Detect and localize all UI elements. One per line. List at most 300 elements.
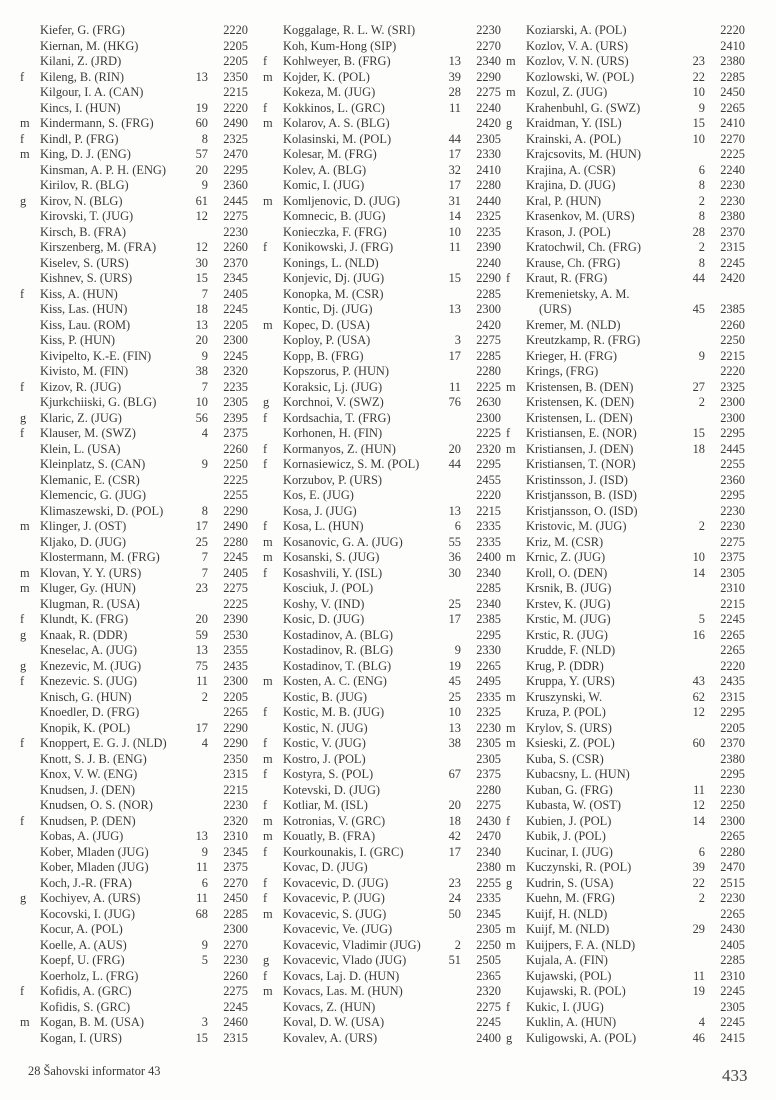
elo-rating: 2410 (720, 38, 745, 53)
player-title: g (263, 395, 270, 409)
player-entry (506, 85, 749, 101)
elo-rating: 2400 (476, 1030, 501, 1045)
elo-rating: 2340 (476, 54, 501, 68)
player-name: Knudsen, O. S. (NOR) (40, 798, 153, 812)
player-name: Kostic, M. B. (JUG) (283, 705, 385, 719)
player-entry (506, 101, 749, 117)
player-entry (20, 364, 252, 380)
player-title: f (263, 736, 268, 750)
player-name: Kuijf, H. (NLD) (526, 906, 608, 921)
elo-rating: 2235 (223, 379, 248, 394)
games-count: 2 (698, 193, 705, 208)
player-name: Kovacevic, Vlado (JUG) (283, 953, 407, 967)
games-count: 14 (448, 209, 461, 223)
player-name: Krsnik, B. (JUG) (526, 581, 612, 595)
elo-rating: 2290 (476, 69, 501, 84)
player-entry (20, 504, 252, 520)
player-title: m (263, 534, 273, 549)
player-entry (263, 767, 505, 783)
games-count: 10 (448, 224, 461, 239)
player-name: Kuehn, M. (FRG) (526, 891, 615, 905)
player-name: Kubasta, W. (OST) (526, 798, 621, 812)
player-entry (506, 333, 749, 349)
elo-rating: 2315 (223, 1030, 248, 1045)
player-name: Kouatly, B. (FRA) (283, 829, 376, 843)
elo-rating: 2285 (476, 348, 501, 363)
player-name: Kristensen, L. (DEN) (526, 410, 633, 425)
player-name: Knoedler, D. (FRG) (40, 705, 140, 719)
player-entry (263, 442, 505, 458)
player-entry (263, 194, 505, 210)
player-entry (506, 891, 749, 907)
player-title: f (263, 441, 268, 456)
player-name: Kral, P. (HUN) (526, 193, 602, 208)
games-count: 60 (195, 116, 208, 130)
player-name: Kourkounakis, I. (GRC) (283, 844, 404, 859)
player-entry (263, 132, 505, 148)
elo-rating: 2335 (476, 891, 501, 905)
games-count: 45 (448, 674, 461, 688)
player-entry (506, 798, 749, 814)
player-entry (263, 380, 505, 396)
player-entry (263, 147, 505, 163)
player-title: m (263, 674, 273, 688)
player-title: f (20, 131, 25, 146)
player-name: Knaak, R. (DDR) (40, 627, 128, 642)
player-entry (20, 876, 252, 892)
elo-rating: 2295 (720, 767, 745, 781)
player-entry (20, 612, 252, 628)
player-entry (20, 240, 252, 256)
player-name: Ksieski, Z. (POL) (526, 736, 615, 750)
elo-rating: 2320 (476, 984, 501, 998)
player-name: Kinsman, A. P. H. (ENG) (40, 162, 166, 177)
elo-rating: 2375 (476, 767, 501, 781)
player-name: Kozlov, V. A. (URS) (526, 38, 629, 53)
games-count: 2 (201, 689, 208, 704)
player-entry (506, 612, 749, 628)
player-title: g (263, 953, 270, 967)
player-name: Kuczynski, R. (POL) (526, 860, 632, 874)
player-name: Kriz, M. (CSR) (526, 534, 604, 549)
player-name: Knott, S. J. B. (ENG) (40, 751, 147, 766)
games-count: 4 (698, 1015, 705, 1029)
player-entry (20, 209, 252, 225)
games-count: 9 (201, 178, 208, 192)
player-name: Kopp, B. (FRG) (283, 348, 364, 363)
player-title: m (506, 736, 516, 750)
player-title: f (20, 813, 25, 828)
player-name: Kremenietsky, A. M. (526, 286, 630, 301)
player-entry (263, 1015, 505, 1031)
player-name: Krason, J. (POL) (526, 224, 611, 239)
elo-rating: 2285 (223, 906, 248, 921)
games-count: 15 (692, 116, 705, 130)
player-name: Kosanovic, G. A. (JUG) (283, 534, 403, 549)
player-entry (20, 271, 252, 287)
player-name: Knopik, K. (POL) (40, 720, 131, 735)
elo-rating: 2340 (476, 844, 501, 859)
player-entry (20, 535, 252, 551)
elo-rating: 2300 (720, 410, 745, 425)
player-name: Kovacevic, D. (JUG) (283, 875, 389, 890)
player-name: Koraksic, Lj. (JUG) (283, 379, 383, 394)
player-name: Kolev, A. (BLG) (283, 162, 367, 177)
games-count: 8 (201, 503, 208, 518)
player-name: Klugman, R. (USA) (40, 596, 140, 611)
player-name: Kristinsson, J. (ISD) (526, 472, 628, 487)
elo-rating: 2280 (720, 844, 745, 859)
elo-rating: 2215 (720, 348, 745, 363)
games-count: 6 (698, 162, 705, 177)
player-entry (20, 23, 252, 39)
elo-rating: 2205 (223, 38, 248, 53)
player-name: Konings, L. (NLD) (283, 255, 379, 270)
player-title: m (263, 751, 273, 766)
player-name: Knezevic. S. (JUG) (40, 674, 138, 688)
player-name: Kosashvili, Y. (ISL) (283, 565, 383, 580)
player-entry (263, 845, 505, 861)
player-title: m (20, 519, 30, 533)
elo-rating: 2270 (223, 937, 248, 952)
games-count: 20 (195, 162, 208, 177)
elo-rating: 2310 (720, 581, 745, 595)
games-count: 50 (448, 906, 461, 921)
games-count: 44 (692, 271, 705, 285)
player-name: Korchnoi, V. (SWZ) (283, 395, 384, 409)
elo-rating: 2400 (476, 550, 501, 564)
player-name: Kolarov, A. S. (BLG) (283, 116, 390, 130)
player-entry (263, 535, 505, 551)
elo-rating: 2355 (223, 643, 248, 657)
games-count: 9 (698, 100, 705, 115)
player-name: Knisch, G. (HUN) (40, 689, 132, 704)
player-entry (506, 395, 749, 411)
elo-rating: 2230 (223, 798, 248, 812)
elo-rating: 2300 (720, 395, 745, 409)
elo-rating: 2335 (476, 519, 501, 533)
player-name: Kizov, R. (JUG) (40, 379, 122, 394)
player-entry (506, 426, 749, 442)
player-name: Kober, Mladen (JUG) (40, 844, 149, 859)
player-entry (506, 566, 749, 582)
player-entry (20, 736, 252, 752)
player-entry (506, 380, 749, 396)
elo-rating: 2240 (720, 162, 745, 177)
games-count: 11 (196, 891, 208, 905)
elo-rating: 2380 (476, 860, 501, 874)
elo-rating: 2260 (223, 441, 248, 456)
elo-rating: 2275 (476, 85, 501, 99)
games-count: 7 (201, 550, 208, 564)
player-name: Kovacs, Z. (HUN) (283, 999, 376, 1014)
elo-rating: 2220 (476, 488, 501, 502)
player-name: Kotliar, M. (ISL) (283, 798, 368, 812)
elo-rating: 2225 (476, 379, 501, 394)
player-name: Klaric, Z. (JUG) (40, 410, 122, 425)
player-entry (20, 767, 252, 783)
elo-rating: 2290 (223, 720, 248, 735)
player-name: Kubik, J. (POL) (526, 829, 606, 843)
elo-rating: 2275 (476, 333, 501, 347)
games-count: 7 (201, 379, 208, 394)
player-title: f (20, 426, 25, 440)
player-name: Kraidman, Y. (ISL) (526, 116, 622, 130)
elo-rating: 2300 (476, 410, 501, 425)
elo-rating: 2205 (720, 720, 745, 735)
player-entry (506, 550, 749, 566)
player-entry (20, 256, 252, 272)
elo-rating: 2335 (476, 534, 501, 549)
elo-rating: 2225 (476, 426, 501, 440)
player-entry (20, 829, 252, 845)
player-name: Kujala, A. (FIN) (526, 953, 608, 967)
games-count: 57 (195, 147, 208, 161)
player-name: Kivipelto, K.-E. (FIN) (40, 348, 152, 363)
elo-rating: 2295 (720, 705, 745, 719)
player-name: Kovalev, A. (URS) (283, 1030, 378, 1045)
elo-rating: 2300 (476, 302, 501, 316)
player-entry (263, 178, 505, 194)
player-name: Kokkinos, L. (GRC) (283, 100, 385, 115)
games-count: 20 (448, 798, 461, 812)
elo-rating: 2230 (720, 178, 745, 192)
games-count: 38 (195, 364, 208, 378)
player-name: Kirovski, T. (JUG) (40, 209, 134, 223)
player-entry (506, 829, 749, 845)
player-name: Knezevic, M. (JUG) (40, 658, 142, 673)
player-title: g (20, 658, 27, 673)
elo-rating: 2310 (720, 968, 745, 983)
player-name: Kovacevic, P. (JUG) (283, 891, 385, 905)
player-entry (506, 767, 749, 783)
player-entry (263, 302, 505, 318)
games-count: 20 (195, 612, 208, 626)
player-name: Komic, I. (JUG) (283, 178, 365, 192)
player-entry (20, 163, 252, 179)
player-name: Koggalage, R. L. W. (SRI) (283, 23, 416, 37)
player-entry (263, 783, 505, 799)
player-entry (506, 39, 749, 55)
player-entry (263, 922, 505, 938)
player-name: Kukic, I. (JUG) (526, 999, 604, 1014)
player-name: Kosa, L. (HUN) (283, 519, 364, 533)
player-entry (20, 225, 252, 241)
player-entry (20, 70, 252, 86)
games-count: 11 (449, 240, 461, 254)
player-entry (263, 876, 505, 892)
games-count: 19 (692, 984, 705, 998)
elo-rating: 2340 (476, 565, 501, 580)
elo-rating: 2295 (720, 426, 745, 440)
elo-rating: 2230 (223, 953, 248, 967)
player-entry (20, 54, 252, 70)
games-count: 25 (448, 596, 461, 611)
player-entry (506, 736, 749, 752)
player-title: f (263, 519, 268, 533)
player-name: Kostyra, S. (POL) (283, 767, 374, 781)
player-entry (263, 752, 505, 768)
player-name: Koploy, P. (USA) (283, 333, 371, 347)
games-count: 11 (449, 379, 461, 394)
player-entry (20, 287, 252, 303)
player-name: Kivisto, M. (FIN) (40, 364, 129, 378)
player-name: Klemanic, E. (CSR) (40, 472, 140, 487)
elo-rating: 2385 (476, 612, 501, 626)
elo-rating: 2420 (720, 271, 745, 285)
player-entry (506, 473, 749, 489)
player-name: Kincs, I. (HUN) (40, 100, 121, 115)
elo-rating: 2515 (720, 875, 745, 890)
games-count: 3 (454, 333, 461, 347)
elo-rating: 2225 (720, 147, 745, 161)
elo-rating: 2385 (720, 302, 745, 316)
elo-rating: 2270 (476, 38, 501, 53)
elo-rating: 2315 (720, 240, 745, 254)
player-title: f (20, 984, 25, 998)
player-title: m (506, 937, 516, 952)
games-count: 13 (195, 69, 208, 84)
elo-rating: 2460 (223, 1015, 248, 1029)
games-count: 10 (692, 131, 705, 146)
elo-rating: 2265 (720, 906, 745, 921)
games-count: 12 (692, 705, 705, 719)
player-name: Kuligowski, A. (POL) (526, 1030, 637, 1045)
player-entry (506, 457, 749, 473)
player-title: m (506, 689, 516, 704)
player-name: Klemencic, G. (JUG) (40, 488, 146, 502)
elo-rating: 2265 (720, 100, 745, 115)
games-count: 22 (692, 875, 705, 890)
elo-rating: 2305 (476, 922, 501, 936)
player-title: m (506, 441, 516, 456)
player-name: Kiss, Lau. (ROM) (40, 317, 131, 332)
player-entry (263, 85, 505, 101)
player-name: Kristiansen, E. (NOR) (526, 426, 637, 440)
elo-rating: 2300 (223, 674, 248, 688)
games-count: 10 (692, 550, 705, 564)
player-name: Korhonen, H. (FIN) (283, 426, 383, 440)
elo-rating: 2365 (476, 968, 501, 983)
player-name: Knoppert, E. G. J. (NLD) (40, 736, 167, 750)
elo-rating: 2295 (476, 627, 501, 642)
player-name: Kiefer, G. (FRG) (40, 23, 125, 37)
elo-rating: 2280 (223, 534, 248, 549)
player-name: Kordsachia, T. (FRG) (283, 410, 391, 425)
elo-rating: 2255 (476, 875, 501, 890)
player-entry (506, 705, 749, 721)
elo-rating: 2290 (476, 271, 501, 285)
player-name: Kovacs, Laj. D. (HUN) (283, 968, 400, 983)
games-count: 9 (698, 348, 705, 363)
elo-rating: 2320 (476, 441, 501, 456)
player-name: Kostic, N. (JUG) (283, 720, 368, 735)
elo-rating: 2375 (223, 426, 248, 440)
player-title: f (263, 705, 268, 719)
player-title: m (263, 317, 273, 332)
player-entry (506, 907, 749, 923)
elo-rating: 2230 (720, 519, 745, 533)
footer-source: 28 Šahovski informator 43 (28, 1064, 161, 1078)
player-entry (263, 938, 505, 954)
player-entry (506, 132, 749, 148)
player-name: Kraut, R. (FRG) (526, 271, 608, 285)
player-entry (20, 85, 252, 101)
player-entry (20, 891, 252, 907)
player-title: f (506, 271, 511, 285)
player-entry (263, 566, 505, 582)
player-entry (20, 659, 252, 675)
player-name: Kindermann, S. (FRG) (40, 116, 154, 130)
player-name: Konopka, M. (CSR) (283, 286, 384, 301)
player-entry (263, 209, 505, 225)
player-name: Kratochwil, Ch. (FRG) (526, 240, 641, 254)
elo-rating: 2470 (476, 829, 501, 843)
player-entry (263, 333, 505, 349)
player-entry (263, 705, 505, 721)
elo-rating: 2240 (476, 100, 501, 115)
elo-rating: 2260 (720, 317, 745, 332)
player-entry (20, 969, 252, 985)
player-title: m (506, 720, 516, 735)
player-name: Kohlweyer, B. (FRG) (283, 54, 391, 68)
player-entry (506, 163, 749, 179)
elo-rating: 2300 (720, 813, 745, 828)
games-count: 61 (195, 193, 208, 208)
player-name: Klostermann, M. (FRG) (40, 550, 160, 564)
player-entry (263, 457, 505, 473)
player-name: Konikowski, J. (FRG) (283, 240, 394, 254)
games-count: 11 (449, 100, 461, 115)
elo-rating: 2305 (720, 999, 745, 1014)
player-title: m (506, 379, 516, 394)
player-entry (263, 163, 505, 179)
player-entry (263, 23, 505, 39)
elo-rating: 2220 (223, 100, 248, 115)
player-title: m (506, 860, 516, 874)
player-title: g (506, 875, 513, 890)
games-count: 14 (692, 813, 705, 828)
player-name: Kovacevic, Ve. (JUG) (283, 922, 393, 936)
elo-rating: 2275 (223, 581, 248, 595)
player-name: Knudsen, J. (DEN) (40, 782, 135, 797)
player-name: Koshy, V. (IND) (283, 596, 365, 611)
games-count: 23 (692, 54, 705, 68)
player-name: Kiss, Las. (HUN) (40, 302, 128, 316)
player-entry (506, 860, 749, 876)
games-count: 17 (448, 348, 461, 363)
player-title: g (506, 116, 513, 130)
elo-rating: 2390 (223, 612, 248, 626)
player-entry (20, 1000, 252, 1016)
player-name: Kujawski, (POL) (526, 968, 612, 983)
elo-rating: 2230 (476, 23, 501, 37)
player-name: Krings, (FRG) (526, 364, 599, 378)
games-count: 2 (698, 240, 705, 254)
games-count: 19 (448, 658, 461, 673)
player-title: f (506, 813, 511, 828)
player-name: Kosten, A. C. (ENG) (283, 674, 387, 688)
elo-rating: 2375 (223, 860, 248, 874)
player-entry (506, 690, 749, 706)
games-count: 23 (195, 581, 208, 595)
elo-rating: 2395 (223, 410, 248, 425)
elo-rating: 2215 (720, 596, 745, 611)
elo-rating: 2490 (223, 519, 248, 533)
elo-rating: 2205 (223, 317, 248, 332)
games-count: 17 (448, 178, 461, 192)
player-title: m (263, 69, 273, 84)
